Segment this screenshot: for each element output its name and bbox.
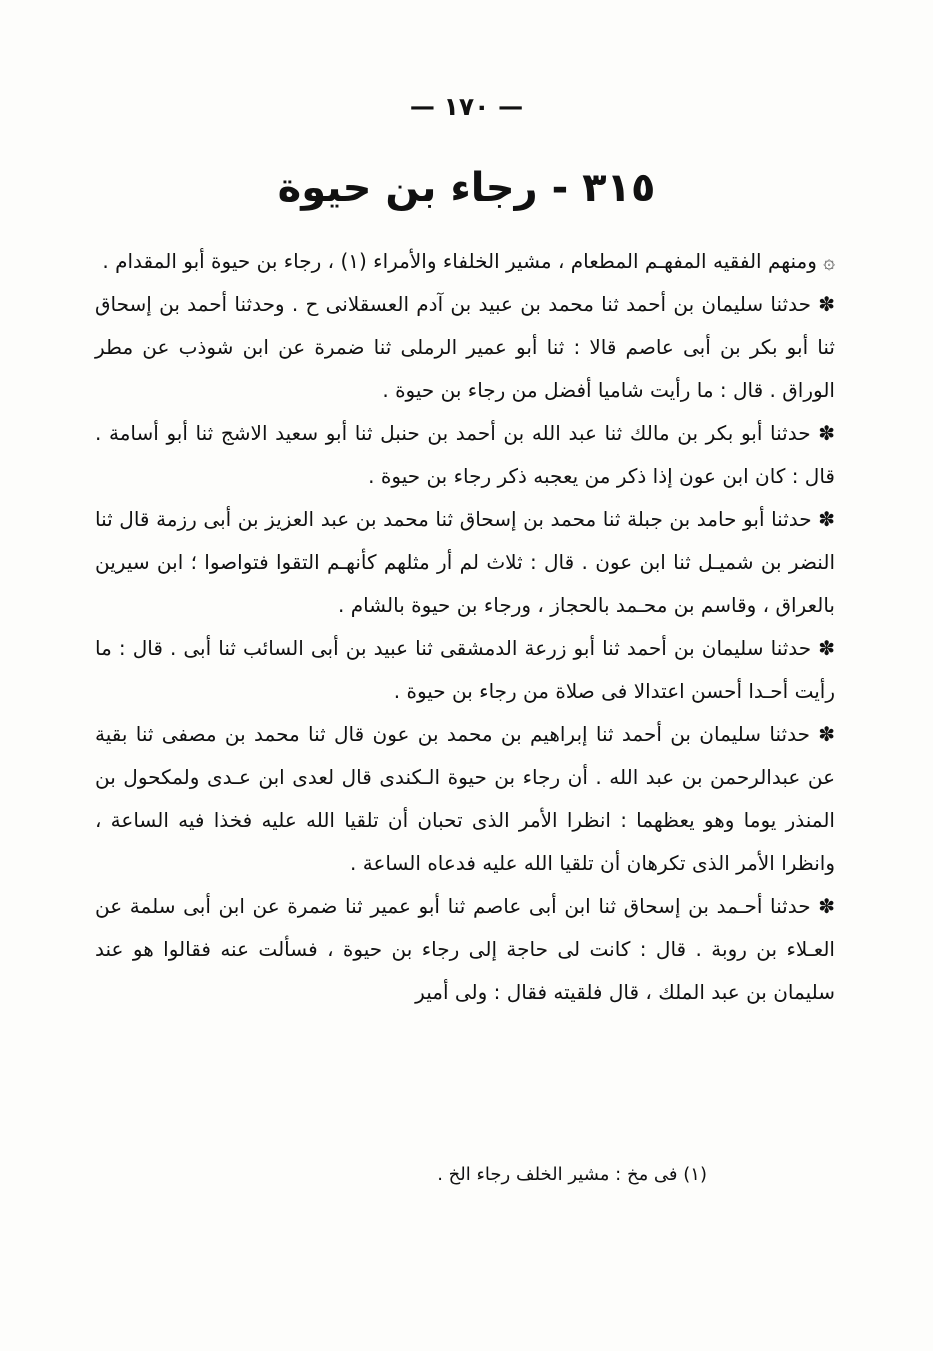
body-text (95, 240, 835, 1014)
paragraph: ✽ حدثنا سليمان بن أحمد ثنا محمد بن عبيد بن آدم العسقلانى ح . وحدثنا أحمد بن إسحاق ثنا أبو بكر بن أبى عاصم قالا : ثنا أبو عمير الرملى ثنا ضمرة عن ابن شوذب عن مطر الوراق . قال : ما رأيت شاميا أفضل من رجاء بن حيوة . (95, 292, 835, 402)
page-number: — ١٧٠ — (409, 92, 524, 121)
paragraph: ✽ حدثنا أبو حامد بن جبلة ثنا محمد بن إسحاق ثنا محمد بن عبد العزيز بن أبى رزمة قال ثنا النضر بن شميـل ثنا ابن عون . قال : ثلاث لم أر مثلهم كأنهـم التقوا فتواصوا ؛ ابن سيرين بالعراق ، وقاسم بن محـمد بالحجاز ، ورجاء بن حيوة بالشام . (95, 507, 835, 617)
paragraph: ✽ حدثنا أبو بكر بن مالك ثنا عبد الله بن أحمد بن حنبل ثنا أبو سعيد الاشج ثنا أبو أسامة . قال : كان ابن عون إذا ذكر من يعجبه ذكر رجاء بن حيوة . (95, 421, 835, 488)
footnote: (١) فى مخ : مشير الخلف رجاء الخ . (437, 1164, 707, 1185)
paragraph: ✽ حدثنا سليمان بن أحمد ثنا أبو زرعة الدمشقى ثنا عبيد بن أبى السائب ثنا أبى . قال : ما رأيت أحـدا أحسن اعتدالا فى صلاة من رجاء بن حيوة . (95, 636, 835, 703)
paragraph-intro: ۞ ومنهم الفقيه المفهـم المطعام ، مشير الخلفاء والأمراء (١) ، رجاء بن حيوة أبو المقدام . (102, 249, 835, 273)
paragraph: ✽ حدثنا أحـمد بن إسحاق ثنا ابن أبى عاصم ثنا أبو عمير ثنا ضمرة عن ابن أبى سلمة عن العـلاء بن روبة . قال : كانت لى حاجة إلى رجاء بن حيوة ، فسألت عنه فقالوا هو عند سليمان بن عبد الملك ، قال فلقيته فقال : ولى أمير (95, 894, 835, 1004)
section-heading: ٣١٥ - رجاء بن حيوة (277, 165, 656, 211)
paragraph: ✽ حدثنا سليمان بن أحمد ثنا إبراهيم بن محمد بن عون قال ثنا محمد بن مصفى ثنا بقية عن عبدالرحمن بن عبد الله . أن رجاء بن حيوة الـكندى قال لعدى ابن عـدى ولمكحول بن المنذر يوما وهو يعظهما : انظرا الأمر الذى تحبان أن تلقيا الله عليه فخذا فيه الساعة ، وانظرا الأمر الذى تكرهان أن تلقيا الله عليه فدعاه الساعة . (95, 722, 835, 875)
